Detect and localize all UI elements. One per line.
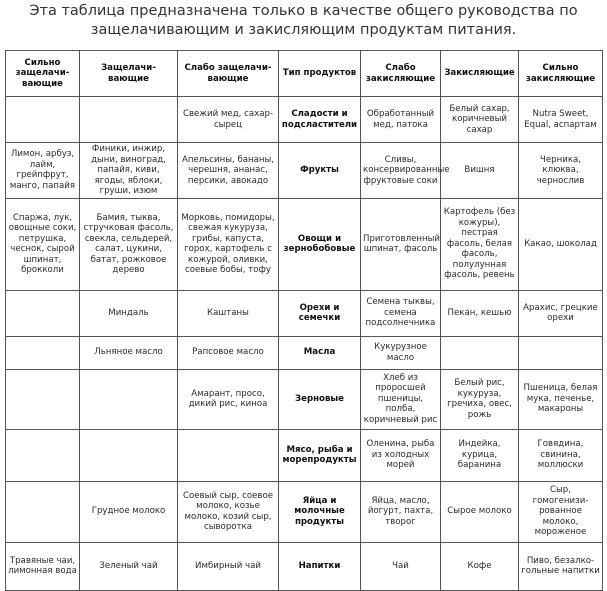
table-cell: Лимон, арбуз, лайм, грейпфрут, манго, папайя bbox=[6, 143, 80, 199]
category-cell: Яйца и молочные продукты bbox=[279, 481, 361, 542]
category-cell: Сладости и подсластители bbox=[279, 97, 361, 143]
table-cell bbox=[80, 429, 178, 481]
category-cell: Зерновые bbox=[279, 369, 361, 429]
table-cell: Пекан, кешью bbox=[441, 290, 519, 336]
table-cell bbox=[6, 481, 80, 542]
header-cell: Защелачи-вающие bbox=[80, 51, 178, 97]
table-cell: Рапсовое масло bbox=[178, 336, 279, 369]
table-cell bbox=[6, 429, 80, 481]
table-cell: Миндаль bbox=[80, 290, 178, 336]
table-cell: Свежий мед, сахар-сырец bbox=[178, 97, 279, 143]
table-cell: Белый рис, кукуруза, гречиха, овес, рожь bbox=[441, 369, 519, 429]
table-cell: Амарант, просо, дикий рис, киноа bbox=[178, 369, 279, 429]
table-row bbox=[6, 97, 603, 143]
table-row bbox=[6, 198, 603, 290]
table-row bbox=[6, 481, 603, 542]
table-row bbox=[6, 290, 603, 336]
category-cell: Мясо, рыба и морепродукты bbox=[279, 429, 361, 481]
header-cell: Сильно закисляющие bbox=[519, 51, 603, 97]
table-cell: Соевый сыр, соевое молоко, козье молоко, козий сыр, сыворотка bbox=[178, 481, 279, 542]
table-cell: Кофе bbox=[441, 542, 519, 590]
category-cell: Фрукты bbox=[279, 143, 361, 199]
table-cell: Апельсины, бананы, черешня, ананас, персики, авокадо bbox=[178, 143, 279, 199]
table-cell bbox=[80, 97, 178, 143]
page-title-line-1: Эта таблица предназначена только в качестве общего руководства по bbox=[29, 3, 578, 19]
table-header-row bbox=[6, 51, 603, 97]
table-cell: Арахис, грецкие орехи bbox=[519, 290, 603, 336]
table-cell: Зеленый чай bbox=[80, 542, 178, 590]
table-cell: Имбирный чай bbox=[178, 542, 279, 590]
table-cell bbox=[519, 336, 603, 369]
table-cell: Чай bbox=[361, 542, 441, 590]
header-cell: Закисляющие bbox=[441, 51, 519, 97]
table-cell: Грудное молоко bbox=[80, 481, 178, 542]
table-row bbox=[6, 143, 603, 199]
table-cell: Какао, шоколад bbox=[519, 198, 603, 290]
table-cell: Белый сахар, коричневый сахар bbox=[441, 97, 519, 143]
table-cell: Бамия, тыква, стручковая фасоль, свекла, сельдерей, салат, цукини, батат, рожковое дерево bbox=[80, 198, 178, 290]
table-row bbox=[6, 542, 603, 590]
table-cell: Каштаны bbox=[178, 290, 279, 336]
table-cell: Семена тыквы, семена подсолнечника bbox=[361, 290, 441, 336]
category-cell: Овощи и зернобобовые bbox=[279, 198, 361, 290]
page-title bbox=[0, 2, 607, 40]
table-cell bbox=[6, 336, 80, 369]
table-cell bbox=[6, 97, 80, 143]
table-cell: Морковь, помидоры, свежая кукуруза, грибы, капуста, горох, картофель с кожурой, оливки, соевые бобы, тофу bbox=[178, 198, 279, 290]
header-cell: Тип продуктов bbox=[279, 51, 361, 97]
table-row bbox=[6, 369, 603, 429]
table-cell: Яйца, масло, йогурт, пахта, творог bbox=[361, 481, 441, 542]
table-cell: Картофель (без кожуры), пестрая фасоль, белая фасоль, полулунная фасоль, ревень bbox=[441, 198, 519, 290]
table-cell: Пиво, безалко-гольные напитки bbox=[519, 542, 603, 590]
page-title-line-2: защелачивающим и закисляющим продуктам питания. bbox=[90, 22, 517, 38]
food-acidity-table bbox=[5, 50, 603, 591]
table-cell: Оленина, рыба из холодных морей bbox=[361, 429, 441, 481]
table-cell bbox=[6, 369, 80, 429]
table-cell: Травяные чаи, лимонная вода bbox=[6, 542, 80, 590]
category-cell: Напитки bbox=[279, 542, 361, 590]
table-cell: Кукурузное масло bbox=[361, 336, 441, 369]
table-cell: Сырое молоко bbox=[441, 481, 519, 542]
table-cell: Приготовленный шпинат, фасоль bbox=[361, 198, 441, 290]
table-cell: Пшеница, белая мука, печенье, макароны bbox=[519, 369, 603, 429]
table-cell: Говядина, свинина, моллюски bbox=[519, 429, 603, 481]
table-cell: Вишня bbox=[441, 143, 519, 199]
table-cell: Спаржа, лук, овощные соки, петрушка, чеснок, сырой шпинат, брокколи bbox=[6, 198, 80, 290]
header-cell: Сильно защелачи-вающие bbox=[6, 51, 80, 97]
header-cell: Слабо защелачи-вающие bbox=[178, 51, 279, 97]
category-cell: Масла bbox=[279, 336, 361, 369]
table-cell: Льняное масло bbox=[80, 336, 178, 369]
table-cell: Финики, инжир, дыни, виноград, папайя, киви, ягоды, яблоки, груши, изюм bbox=[80, 143, 178, 199]
table-cell: Индейка, курица, баранина bbox=[441, 429, 519, 481]
table-cell: Черника, клюква, чернослив bbox=[519, 143, 603, 199]
table-row bbox=[6, 429, 603, 481]
table-cell bbox=[441, 336, 519, 369]
table-cell: Хлеб из проросшей пшеницы, полба, коричневый рис bbox=[361, 369, 441, 429]
table-row bbox=[6, 336, 603, 369]
table-cell: Сыр, гомогенизи-рованное молоко, мороженое bbox=[519, 481, 603, 542]
table-cell bbox=[80, 369, 178, 429]
table-cell bbox=[178, 429, 279, 481]
table-cell: Сливы, консервированные фруктовые соки bbox=[361, 143, 441, 199]
table-cell: Nutra Sweet, Equal, аспартам bbox=[519, 97, 603, 143]
header-cell: Слабо закисляющие bbox=[361, 51, 441, 97]
table-cell bbox=[6, 290, 80, 336]
category-cell: Орехи и семечки bbox=[279, 290, 361, 336]
table-cell: Обработанный мед, патока bbox=[361, 97, 441, 143]
